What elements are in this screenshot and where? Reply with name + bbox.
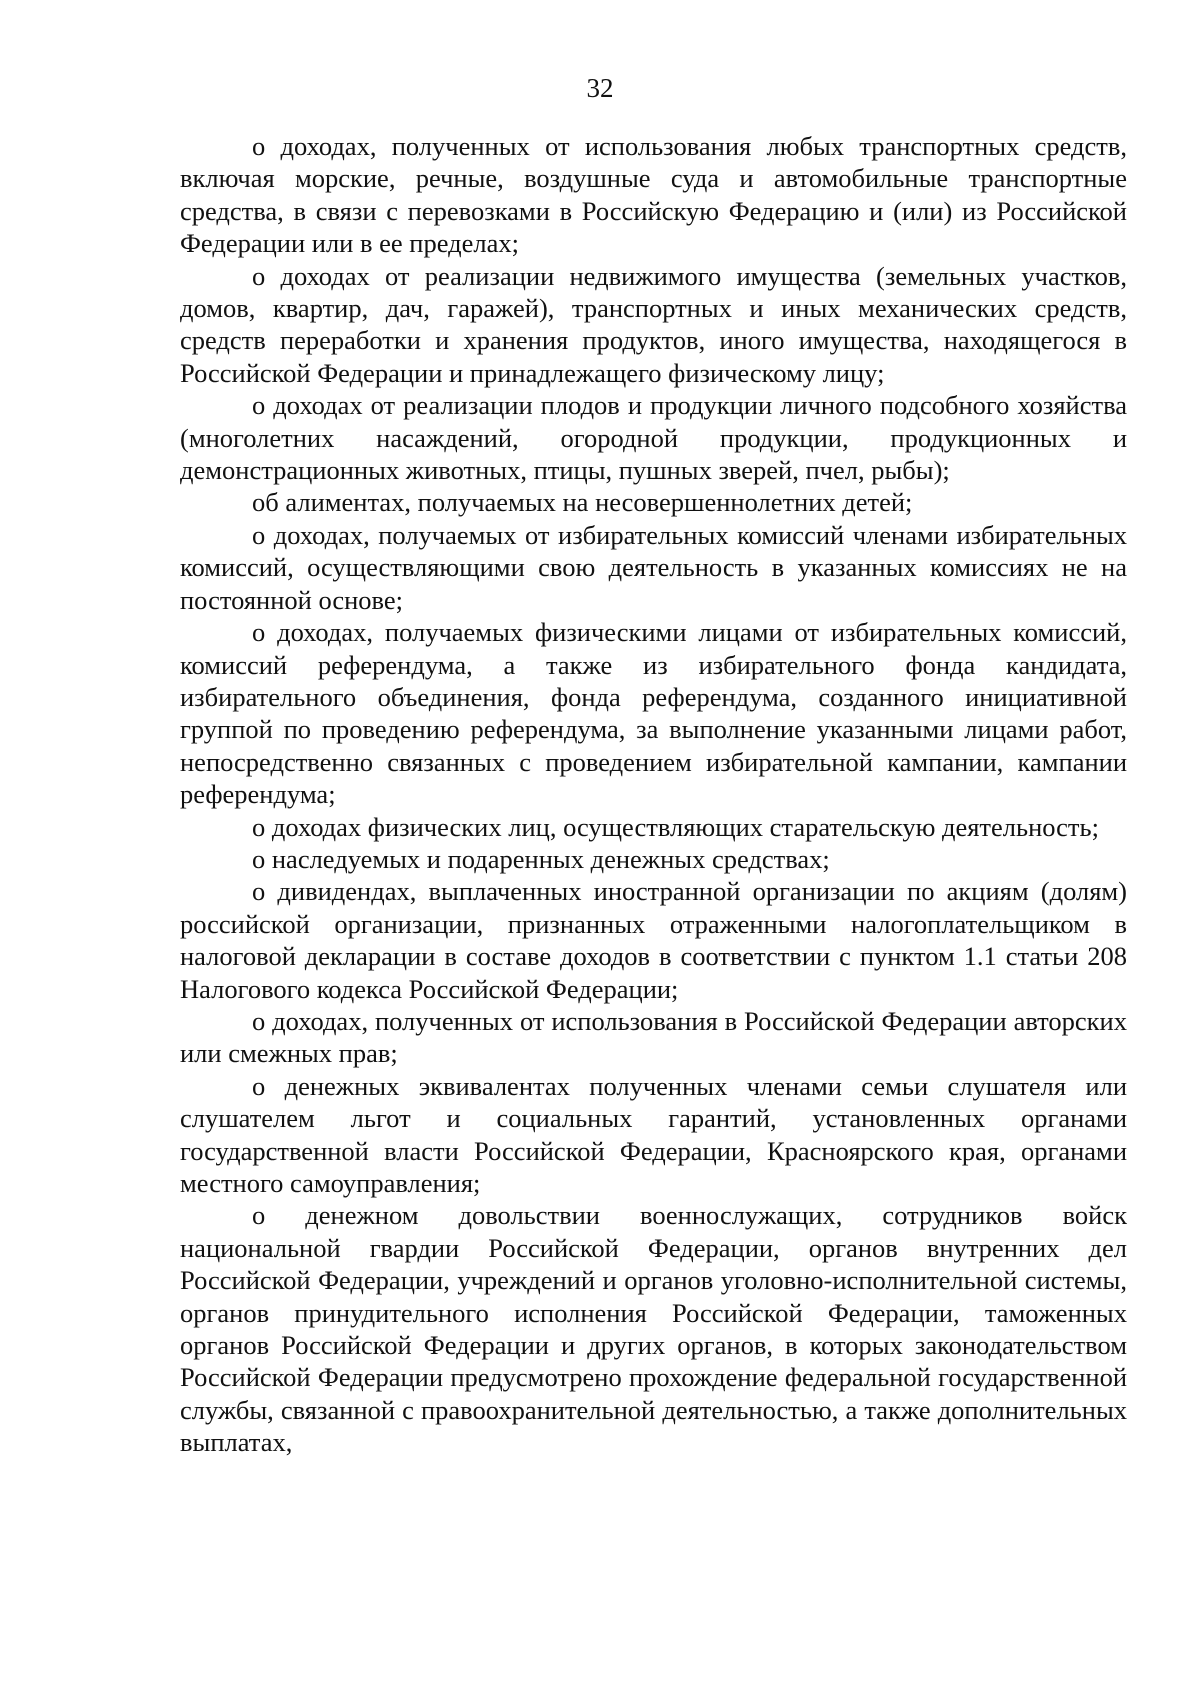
paragraph: о доходах от реализации плодов и продукции личного подсобного хозяйства (многолетних насаждений, огородной продукции, продукционных и демонстрационных животных, птицы, пушных зверей, пчел, рыбы);	[180, 390, 1127, 486]
document-body	[180, 130, 1127, 1459]
paragraph: о наследуемых и подаренных денежных средствах;	[252, 843, 830, 874]
paragraph: о доходах, полученных от использования в Российской Федерации авторских или смежных прав;	[180, 1005, 1127, 1069]
paragraph: об алиментах, получаемых на несовершеннолетних детей;	[252, 487, 913, 518]
paragraph: о дивидендах, выплаченных иностранной организации по акциям (долям) российской организации, признанных отраженными налогоплательщиком в налоговой декларации в составе доходов в соответствии с пунктом 1.1 статьи 208 Налогового кодекса Российской Федерации;	[180, 876, 1127, 1004]
paragraph: о доходах, получаемых физическими лицами от избирательных комиссий, комиссий референдума, а также из избирательного фонда кандидата, избирательного объединения, фонда референдума, созданного инициативной группой по проведению референдума, за выполнение указанными лицами работ, непосредственно связанных с проведением избирательной кампании, кампании референдума;	[180, 617, 1127, 810]
paragraph: о доходах, полученных от использования любых транспортных средств, включая морские, речные, воздушные суда и автомобильные транспортные средства, в связи с перевозками в Российскую Федерацию и (или) из Российской Федерации или в ее пределах;	[180, 131, 1127, 259]
paragraph: о доходах, получаемых от избирательных комиссий членами избирательных комиссий, осуществляющими свою деятельность в указанных комиссиях не на постоянной основе;	[180, 519, 1127, 615]
paragraph: о доходах физических лиц, осуществляющих старательскую деятельность;	[252, 811, 1099, 842]
paragraph: о доходах от реализации недвижимого имущества (земельных участков, домов, квартир, дач, гаражей), транспортных и иных механических средств, средств переработки и хранения продуктов, иного имущества, находящегося в Российской Федерации и принадлежащего физическому лицу;	[180, 260, 1127, 388]
paragraph: о денежных эквивалентах полученных членами семьи слушателя или слушателем льгот и социальных гарантий, установленных органами государственной власти Российской Федерации, Красноярского края, органами местного самоуправления;	[180, 1070, 1127, 1198]
page-number: 32	[586, 73, 614, 103]
paragraph: о денежном довольствии военнослужащих, сотрудников войск национальной гвардии Российской Федерации, органов внутренних дел Российской Федерации, учреждений и органов уголовно-исполнительной системы, органов принудительного исполнения Российской Федерации, таможенных органов Российской Федерации и других органов, в которых законодательством Российской Федерации предусмотрено прохождение федеральной государственной службы, связанной с правоохранительной деятельностью, а также дополнительных выплатах,	[180, 1200, 1127, 1458]
